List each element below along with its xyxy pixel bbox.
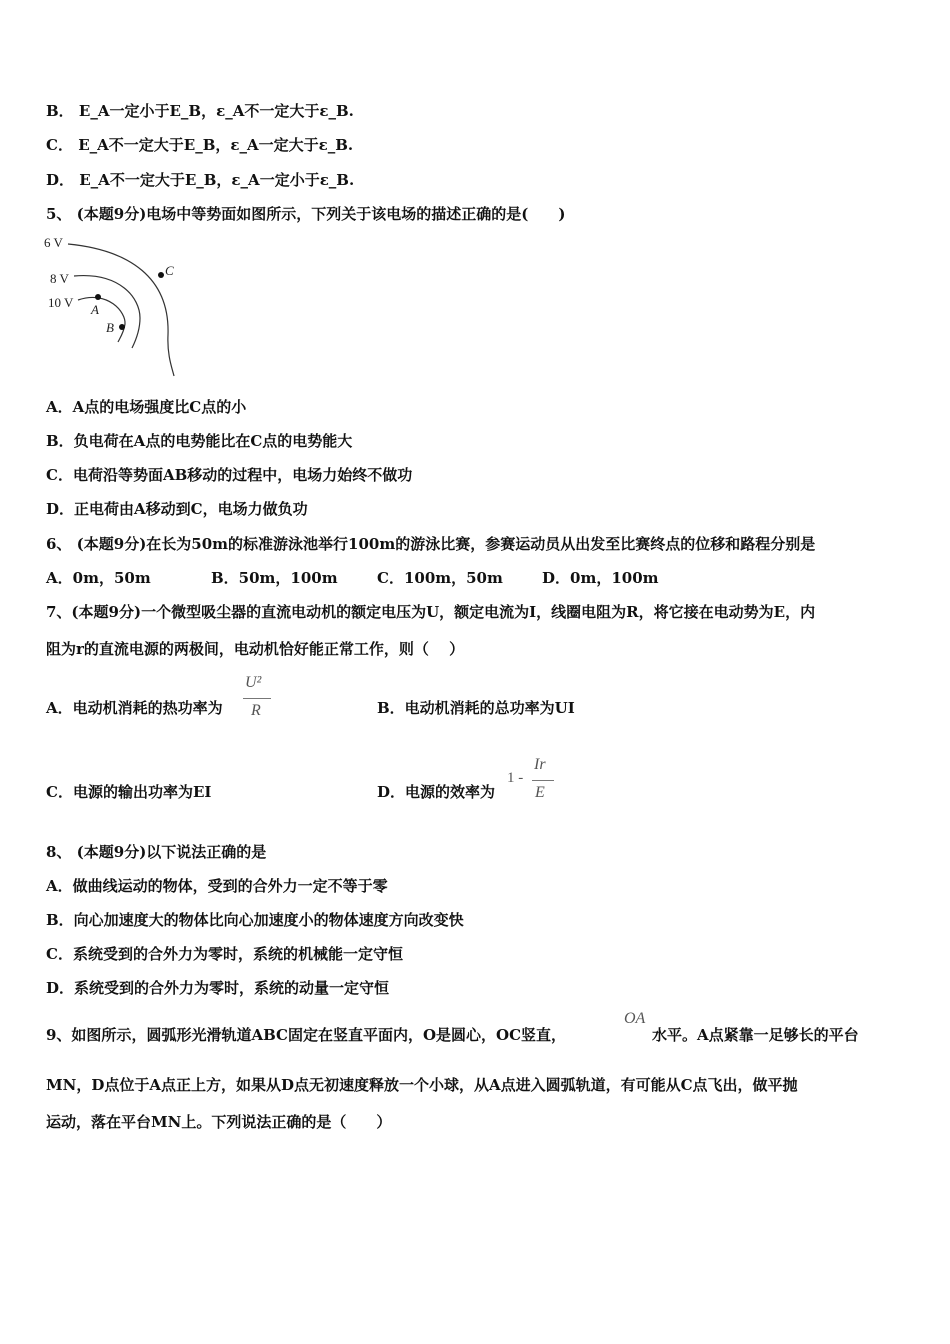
q6-option-d: D．0m，100m — [542, 569, 659, 587]
q8-option-c: C．系统受到的合外力为零时，系统的机械能一定守恒 — [46, 945, 403, 963]
q5-option-c: C．电荷沿等势面AB移动的过程中，电场力始终不做功 — [46, 466, 413, 484]
q9-line3: 运动，落在平台MN上。下列说法正确的是（ ） — [46, 1113, 392, 1131]
label-point-a: A — [91, 302, 99, 317]
q7-option-a-fraction — [243, 674, 273, 724]
q4-option-c — [46, 135, 353, 155]
q5-option-a: A．A点的电场强度比C点的小 — [46, 398, 247, 416]
q9-line2: MN，D点位于A点正上方，如果从D点无初速度释放一个小球，从A点进入圆弧轨道，有可能从C点飞出，做平抛 — [46, 1076, 798, 1094]
point-a-dot — [95, 294, 101, 300]
q6-option-a: A．0m，50m — [46, 569, 151, 587]
label-6v: 6 V — [44, 235, 63, 250]
q4-option-c-text: E_A不一定大于E_B，ε_A一定大于ε_B. — [78, 136, 354, 154]
equipotential-figure — [40, 230, 190, 380]
q7-option-a: A．电动机消耗的热功率为 — [46, 699, 223, 717]
q7-stem-line1: 7、(本题9分)一个微型吸尘器的直流电动机的额定电压为U，额定电流为I，线圈电阻为R，将它接在电动势为E，内 — [46, 603, 816, 621]
q9-stem-part1: 9、如图所示，圆弧形光滑轨道ABC固定在竖直平面内，O是圆心，OC竖直， — [46, 1026, 567, 1044]
label-8v: 8 V — [50, 271, 69, 286]
q7-option-c: C．电源的输出功率为EI — [46, 783, 212, 801]
q4-option-d-text: E_A不一定大于E_B，ε_A一定小于ε_B. — [79, 171, 355, 189]
q7-option-a-denominator: R — [251, 702, 261, 719]
q4-option-d-label: D． — [46, 171, 75, 189]
q8-option-b: B．向心加速度大的物体比向心加速度小的物体速度方向改变快 — [46, 911, 464, 929]
q7-option-d-formula — [507, 756, 557, 806]
q8-option-d: D．系统受到的合外力为零时，系统的动量一定守恒 — [46, 979, 390, 997]
q8-option-a: A．做曲线运动的物体，受到的合外力一定不等于零 — [46, 877, 388, 895]
q4-option-b — [46, 101, 354, 121]
q7-option-d: D．电源的效率为 — [377, 783, 496, 801]
q7-option-b: B．电动机消耗的总功率为UI — [377, 699, 575, 717]
label-point-b: B — [106, 320, 114, 335]
q7-option-d-denominator: E — [535, 784, 545, 801]
q9-oa-text: OA — [624, 1010, 646, 1027]
q6-option-b: B．50m，100m — [211, 569, 338, 587]
q5-option-d: D．正电荷由A移动到C，电场力做负功 — [46, 500, 308, 518]
point-c-dot — [158, 272, 164, 278]
equipotential-line-10v — [78, 297, 125, 342]
label-10v: 10 V — [48, 295, 74, 310]
q4-option-b-label: B． — [46, 102, 74, 120]
q7-stem-line2: 阻为r的直流电源的两极间，电动机恰好能正常工作，则（ ） — [46, 640, 465, 658]
q7-option-a-numerator: U² — [245, 674, 262, 691]
point-b-dot — [119, 324, 125, 330]
q9-oa-symbol — [624, 1010, 654, 1034]
q4-option-c-label: C． — [46, 136, 73, 154]
q5-stem: 5、 (本题9分)电场中等势面如图所示，下列关于该电场的描述正确的是( ) — [46, 205, 566, 223]
q9-stem-part2: 水平。A点紧靠一足够长的平台 — [652, 1026, 859, 1044]
equipotential-line-8v — [74, 276, 140, 348]
q8-stem: 8、 (本题9分)以下说法正确的是 — [46, 843, 267, 861]
q7-option-d-numerator: Ir — [534, 756, 546, 773]
q6-stem: 6、 (本题9分)在长为50m的标准游泳池举行100m的游泳比赛，参赛运动员从出发至比赛终点的位移和路程分别是 — [46, 535, 816, 553]
label-point-c: C — [165, 263, 174, 278]
q7-option-d-prefix: 1 - — [507, 770, 524, 786]
equipotential-line-6v — [68, 244, 174, 376]
q4-option-d — [46, 170, 354, 190]
q5-option-b: B．负电荷在A点的电势能比在C点的电势能大 — [46, 432, 353, 450]
q4-option-b-text: E_A一定小于E_B，ε_A不一定大于ε_B. — [78, 102, 354, 120]
q6-option-c: C．100m，50m — [377, 569, 503, 587]
